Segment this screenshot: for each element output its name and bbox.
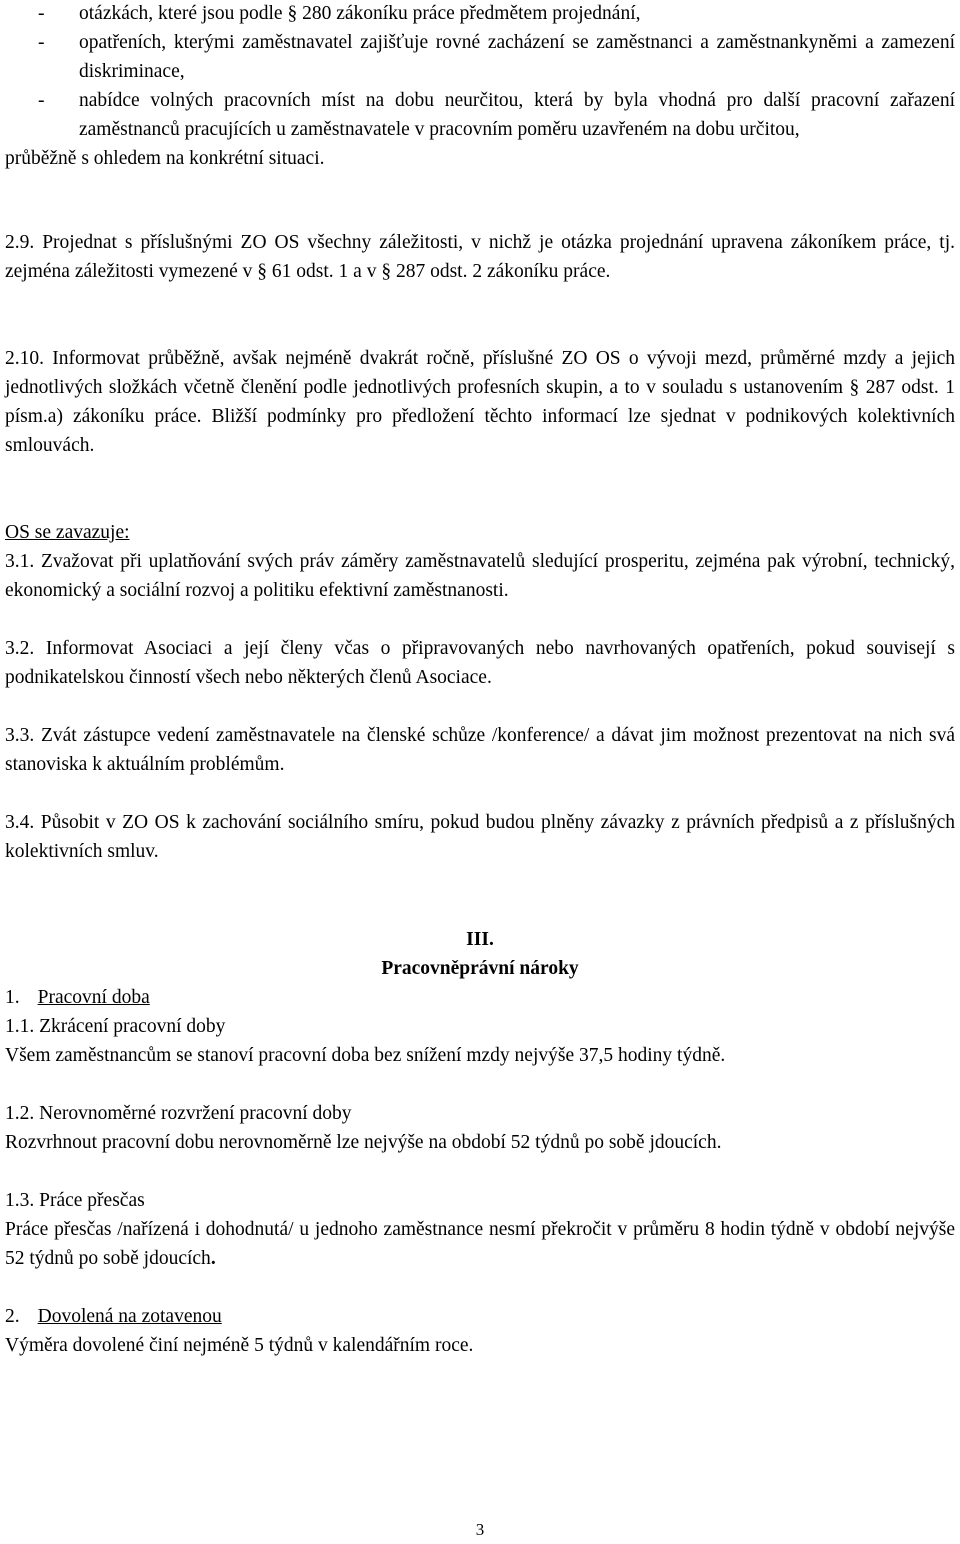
list-continuation: průběžně s ohledem na konkrétní situaci.	[5, 148, 325, 169]
paragraph-3-1: 3.1. Zvažovat při uplatňování svých práv záměry zaměstnavatelů sledující prosperitu, zejména pak výrobní, technický, ekonomický a sociální rozvoj a politiku efektivní zaměstnanosti.	[5, 551, 955, 601]
subsection-1-2-title: 1.2. Nerovnoměrné rozvržení pracovní doby	[5, 1103, 352, 1124]
subsection-1-3-text: Práce přesčas /nařízená i dohodnutá/ u jednoho zaměstnance nesmí překročit v průměru 8 hodin týdně v období nejvýše 52 týdnů po sobě jdoucích.	[5, 1219, 955, 1269]
paragraph-3-4: 3.4. Působit v ZO OS k zachování sociálního smíru, pokud budou plněny závazky z právních předpisů a z příslušných kolektivních smluv.	[5, 812, 955, 862]
list-item: - opatřeních, kterými zaměstnavatel zajišťuje rovné zacházení se zaměstnanci a zaměstnankyněmi a zamezení diskriminace,	[5, 28, 955, 86]
subsection-1-2-text: Rozvrhnout pracovní dobu nerovnoměrně lze nejvýše na období 52 týdnů po sobě jdoucích.	[5, 1132, 722, 1153]
dash-marker: -	[38, 90, 45, 111]
list-item: - otázkách, které jsou podle § 280 zákoníku práce předmětem projednání,	[5, 0, 955, 28]
section-2-text: Výměra dovolené činí nejméně 5 týdnů v kalendářním roce.	[5, 1335, 474, 1356]
dash-marker: -	[38, 32, 45, 53]
chapter-title: Pracovněprávní nároky	[381, 958, 579, 979]
paragraph-3-2: 3.2. Informovat Asociaci a její členy včas o připravovaných nebo navrhovaných opatřeních, pokud souvisejí s podnikatelskou činností všech nebo některých členů Asociace.	[5, 638, 955, 688]
subsection-1-1-title: 1.1. Zkrácení pracovní doby	[5, 1016, 226, 1037]
list-item: - nabídce volných pracovních míst na dobu neurčitou, která by byla vhodná pro další pracovní zařazení zaměstnanců pracujících u zaměstnavatele v pracovním poměru uzavřeném na dobu určitou,	[5, 86, 955, 144]
chapter-number: III.	[466, 929, 494, 950]
subsection-1-3-title: 1.3. Práce přesčas	[5, 1190, 145, 1211]
page-number: 3	[475, 1520, 485, 1539]
paragraph-2-9: 2.9. Projednat s příslušnými ZO OS všechny záležitosti, v nichž je otázka projednání upravena zákoníkem práce, tj. zejména záležitosti vymezené v § 61 odst. 1 a v § 287 odst. 2 zákoníku práce.	[5, 232, 955, 282]
paragraph-2-10: 2.10. Informovat průběžně, avšak nejméně dvakrát ročně, příslušné ZO OS o vývoji mezd, průměrné mzdy a jejich jednotlivých složkách včetně členění podle jednotlivých profesních skupin, a to v souladu s ustanovením § 287 odst. 1 písm.a) zákoníku práce. Bližší podmínky pro předložení těchto informací lze sjednat v podnikových kolektivních smlouvách.	[5, 348, 955, 456]
section-1-heading: 1. Pracovní doba	[5, 987, 150, 1008]
section-2-heading: 2. Dovolená na zotavenou	[5, 1306, 222, 1327]
dash-list	[5, 0, 955, 173]
os-heading: OS se zavazuje:	[5, 522, 130, 543]
dash-marker: -	[38, 3, 45, 24]
paragraph-3-3: 3.3. Zvát zástupce vedení zaměstnavatele na členské schůze /konference/ a dávat jim možnost prezentovat na nich svá stanoviska k aktuálním problémům.	[5, 725, 955, 775]
subsection-1-1-text: Všem zaměstnancům se stanoví pracovní doba bez snížení mzdy nejvýše 37,5 hodiny týdně.	[5, 1045, 726, 1066]
